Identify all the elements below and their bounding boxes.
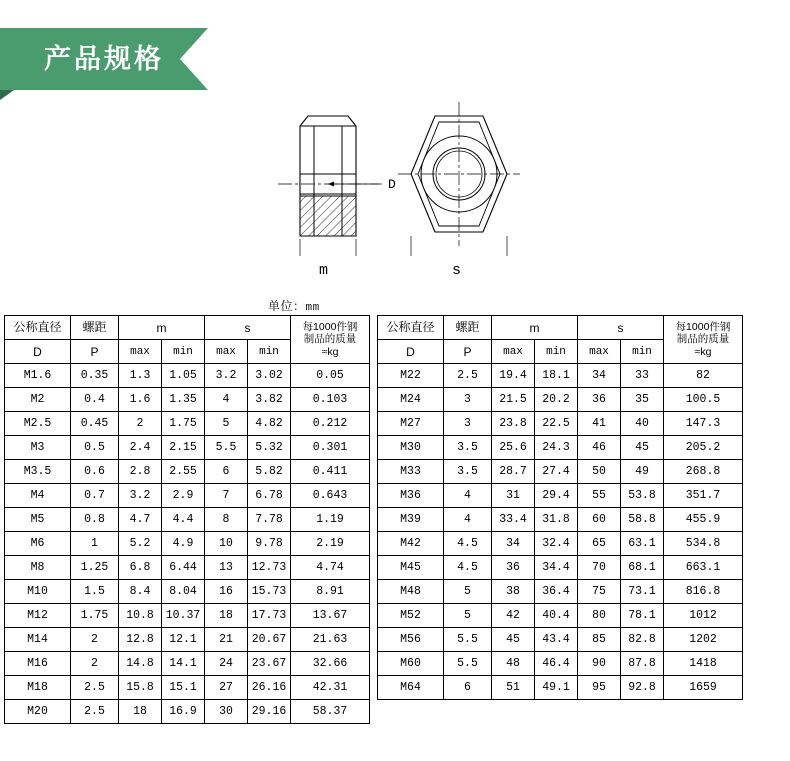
header-m-left: m: [119, 316, 205, 340]
cell-m-min: 1.05: [162, 364, 205, 388]
cell-m-max: 4.7: [119, 508, 162, 532]
cell-m-min: 31.8: [535, 508, 578, 532]
header-diameter-symbol-left: D: [5, 340, 71, 364]
header-diameter-symbol-right: D: [378, 340, 444, 364]
cell-diameter: M4: [5, 484, 71, 508]
cell-s-max: 41: [578, 412, 621, 436]
cell-mass: 58.37: [291, 700, 370, 724]
cell-m-max: 38: [492, 580, 535, 604]
cell-mass: 8.91: [291, 580, 370, 604]
cell-s-min: 53.8: [621, 484, 664, 508]
table-row: [5, 412, 370, 436]
cell-mass: 4.74: [291, 556, 370, 580]
cell-pitch: 3.5: [444, 436, 492, 460]
cell-s-min: 6.78: [248, 484, 291, 508]
cell-pitch: 2.5: [71, 676, 119, 700]
cell-s-min: 3.02: [248, 364, 291, 388]
cell-m-max: 5.2: [119, 532, 162, 556]
cell-s-min: 7.78: [248, 508, 291, 532]
cell-pitch: 3.5: [444, 460, 492, 484]
banner-arrow-shape: [180, 28, 208, 90]
cell-s-min: 73.1: [621, 580, 664, 604]
table-row: [5, 460, 370, 484]
cell-m-max: 31: [492, 484, 535, 508]
cell-diameter: M52: [378, 604, 444, 628]
cell-s-max: 8: [205, 508, 248, 532]
table-row: [378, 676, 743, 700]
dim-s-text: s: [452, 262, 462, 279]
cell-diameter: M6: [5, 532, 71, 556]
cell-mass: 0.103: [291, 388, 370, 412]
nut-drawing-svg: [270, 96, 540, 286]
cell-s-max: 50: [578, 460, 621, 484]
cell-s-max: 16: [205, 580, 248, 604]
cell-diameter: M36: [378, 484, 444, 508]
cell-diameter: M60: [378, 652, 444, 676]
cell-m-max: 2.4: [119, 436, 162, 460]
cell-s-min: 4.82: [248, 412, 291, 436]
table-row: [378, 652, 743, 676]
cell-s-min: 29.16: [248, 700, 291, 724]
cell-pitch: 0.7: [71, 484, 119, 508]
cell-m-min: 34.4: [535, 556, 578, 580]
cell-s-min: 5.82: [248, 460, 291, 484]
cell-mass: 534.8: [664, 532, 743, 556]
cell-m-max: 10.8: [119, 604, 162, 628]
table-row: [378, 484, 743, 508]
cell-s-min: 78.1: [621, 604, 664, 628]
cell-m-max: 45: [492, 628, 535, 652]
cell-s-min: 35: [621, 388, 664, 412]
cell-pitch: 1.25: [71, 556, 119, 580]
cell-s-min: 82.8: [621, 628, 664, 652]
cell-s-min: 40: [621, 412, 664, 436]
cell-pitch: 2: [71, 628, 119, 652]
cell-diameter: M45: [378, 556, 444, 580]
cell-s-max: 46: [578, 436, 621, 460]
cell-m-min: 22.5: [535, 412, 578, 436]
table-row: [5, 388, 370, 412]
cell-m-min: 6.44: [162, 556, 205, 580]
cell-m-max: 1.3: [119, 364, 162, 388]
header-s-min-right: min: [621, 340, 664, 364]
cell-m-min: 36.4: [535, 580, 578, 604]
unit-note-label: 单位：: [268, 299, 306, 313]
table-row: [378, 556, 743, 580]
cell-m-max: 42: [492, 604, 535, 628]
cell-s-max: 30: [205, 700, 248, 724]
cell-s-min: 26.16: [248, 676, 291, 700]
cell-diameter: M48: [378, 580, 444, 604]
cell-pitch: 0.4: [71, 388, 119, 412]
cell-s-max: 75: [578, 580, 621, 604]
header-mass-line3-left: ≈kg: [321, 345, 339, 358]
spec-table-left-body: [5, 364, 370, 724]
cell-m-max: 21.5: [492, 388, 535, 412]
header-s-min-left: min: [248, 340, 291, 364]
cell-m-max: 33.4: [492, 508, 535, 532]
cell-m-min: 1.75: [162, 412, 205, 436]
cell-s-max: 60: [578, 508, 621, 532]
cell-m-min: 27.4: [535, 460, 578, 484]
cell-m-max: 2: [119, 412, 162, 436]
cell-diameter: M10: [5, 580, 71, 604]
cell-m-min: 43.4: [535, 628, 578, 652]
table-row: [5, 364, 370, 388]
cell-diameter: M24: [378, 388, 444, 412]
cell-s-min: 49: [621, 460, 664, 484]
cell-m-min: 12.1: [162, 628, 205, 652]
header-m-min-left: min: [162, 340, 205, 364]
cell-m-max: 12.8: [119, 628, 162, 652]
header-mass-line1-left: 每1000件钢: [302, 320, 358, 333]
cell-pitch: 0.45: [71, 412, 119, 436]
cell-diameter: M30: [378, 436, 444, 460]
cell-m-max: 14.8: [119, 652, 162, 676]
header-m-min-right: min: [535, 340, 578, 364]
cell-pitch: 5: [444, 604, 492, 628]
cell-m-max: 15.8: [119, 676, 162, 700]
cell-pitch: 0.35: [71, 364, 119, 388]
cell-s-max: 10: [205, 532, 248, 556]
cell-s-max: 85: [578, 628, 621, 652]
unit-note-value: mm: [305, 302, 320, 314]
table-row: [5, 484, 370, 508]
cell-m-max: 3.2: [119, 484, 162, 508]
header-pitch-right: 螺距: [444, 316, 492, 340]
cell-m-min: 10.37: [162, 604, 205, 628]
cell-diameter: M42: [378, 532, 444, 556]
dim-m-text: m: [319, 262, 329, 279]
cell-diameter: M3.5: [5, 460, 71, 484]
page-header-banner: [0, 28, 225, 90]
cell-diameter: M22: [378, 364, 444, 388]
cell-s-max: 21: [205, 628, 248, 652]
cell-pitch: 5.5: [444, 652, 492, 676]
cell-pitch: 4.5: [444, 556, 492, 580]
table-row: [5, 436, 370, 460]
cell-diameter: M39: [378, 508, 444, 532]
header-mass-left: [291, 316, 370, 364]
table-row: [378, 508, 743, 532]
header-s-right: s: [578, 316, 664, 340]
cell-mass: 0.301: [291, 436, 370, 460]
cell-pitch: 3: [444, 388, 492, 412]
cell-m-min: 4.4: [162, 508, 205, 532]
cell-mass: 32.66: [291, 652, 370, 676]
cell-m-min: 46.4: [535, 652, 578, 676]
table-row: [378, 412, 743, 436]
cell-m-min: 2.55: [162, 460, 205, 484]
cell-diameter: M20: [5, 700, 71, 724]
spec-tables-container: [4, 315, 786, 724]
dim-d-text: D: [388, 177, 396, 192]
cell-pitch: 0.6: [71, 460, 119, 484]
cell-m-min: 29.4: [535, 484, 578, 508]
cell-mass: 21.63: [291, 628, 370, 652]
cell-s-max: 36: [578, 388, 621, 412]
cell-m-min: 2.15: [162, 436, 205, 460]
header-pitch-symbol-left: P: [71, 340, 119, 364]
spec-table-right-body: [378, 364, 743, 700]
table-row: [378, 532, 743, 556]
cell-pitch: 3: [444, 412, 492, 436]
table-row: [5, 580, 370, 604]
cell-mass: 1012: [664, 604, 743, 628]
cell-m-max: 6.8: [119, 556, 162, 580]
cell-s-max: 90: [578, 652, 621, 676]
cell-mass: 1.19: [291, 508, 370, 532]
spec-table-left: [4, 315, 370, 724]
cell-pitch: 4: [444, 508, 492, 532]
cell-pitch: 0.5: [71, 436, 119, 460]
cell-s-max: 70: [578, 556, 621, 580]
cell-s-max: 4: [205, 388, 248, 412]
cell-mass: 0.643: [291, 484, 370, 508]
cell-m-max: 23.8: [492, 412, 535, 436]
cell-m-max: 8.4: [119, 580, 162, 604]
cell-m-min: 18.1: [535, 364, 578, 388]
cell-mass: 205.2: [664, 436, 743, 460]
cell-m-min: 24.3: [535, 436, 578, 460]
cell-mass: 663.1: [664, 556, 743, 580]
cell-s-max: 34: [578, 364, 621, 388]
cell-m-min: 2.9: [162, 484, 205, 508]
table-row: [5, 652, 370, 676]
table-row: [378, 364, 743, 388]
cell-s-min: 33: [621, 364, 664, 388]
cell-pitch: 5: [444, 580, 492, 604]
table-row: [5, 532, 370, 556]
cell-s-min: 12.73: [248, 556, 291, 580]
cell-m-max: 34: [492, 532, 535, 556]
cell-pitch: 6: [444, 676, 492, 700]
cell-m-min: 14.1: [162, 652, 205, 676]
cell-s-min: 20.67: [248, 628, 291, 652]
cell-diameter: M27: [378, 412, 444, 436]
front-view: [278, 116, 396, 279]
cell-mass: 147.3: [664, 412, 743, 436]
cell-m-min: 1.35: [162, 388, 205, 412]
cell-s-min: 45: [621, 436, 664, 460]
cell-mass: 1418: [664, 652, 743, 676]
header-s-max-left: max: [205, 340, 248, 364]
cell-m-max: 2.8: [119, 460, 162, 484]
cell-mass: 2.19: [291, 532, 370, 556]
table-row: [378, 436, 743, 460]
table-row: [5, 508, 370, 532]
cell-mass: 42.31: [291, 676, 370, 700]
cell-diameter: M2: [5, 388, 71, 412]
table-row: [5, 628, 370, 652]
cell-s-max: 80: [578, 604, 621, 628]
cell-s-min: 15.73: [248, 580, 291, 604]
table-row: [5, 604, 370, 628]
cell-pitch: 2.5: [71, 700, 119, 724]
cell-pitch: 4: [444, 484, 492, 508]
header-mass-line2-right: 制品的质量: [676, 333, 730, 346]
cell-pitch: 0.8: [71, 508, 119, 532]
cell-mass: 0.411: [291, 460, 370, 484]
cell-m-max: 25.6: [492, 436, 535, 460]
table-row: [378, 388, 743, 412]
cell-diameter: M14: [5, 628, 71, 652]
unit-note: [268, 297, 320, 314]
header-s-max-right: max: [578, 340, 621, 364]
cell-diameter: M2.5: [5, 412, 71, 436]
cell-s-max: 13: [205, 556, 248, 580]
cell-pitch: 4.5: [444, 532, 492, 556]
cell-pitch: 2.5: [444, 364, 492, 388]
cell-s-min: 92.8: [621, 676, 664, 700]
table-row: [378, 460, 743, 484]
cell-diameter: M12: [5, 604, 71, 628]
table-row: [378, 580, 743, 604]
header-mass-line1-right: 每1000件钢: [675, 320, 731, 333]
table-row: [5, 700, 370, 724]
cell-s-min: 23.67: [248, 652, 291, 676]
cell-s-max: 3.2: [205, 364, 248, 388]
cell-m-min: 8.04: [162, 580, 205, 604]
header-mass-line2-left: 制品的质量: [303, 333, 357, 346]
cell-s-min: 63.1: [621, 532, 664, 556]
cell-diameter: M16: [5, 652, 71, 676]
cell-mass: 0.212: [291, 412, 370, 436]
cell-s-min: 3.82: [248, 388, 291, 412]
table-row: [5, 556, 370, 580]
table-row: [378, 604, 743, 628]
cell-m-max: 18: [119, 700, 162, 724]
header-pitch-symbol-right: P: [444, 340, 492, 364]
cell-mass: 1659: [664, 676, 743, 700]
top-view: [398, 102, 520, 279]
cell-mass: 0.05: [291, 364, 370, 388]
cell-m-max: 51: [492, 676, 535, 700]
nut-technical-drawing: [270, 96, 540, 286]
cell-m-max: 19.4: [492, 364, 535, 388]
cell-mass: 351.7: [664, 484, 743, 508]
cell-s-max: 5: [205, 412, 248, 436]
header-mass-right: [664, 316, 743, 364]
cell-mass: 100.5: [664, 388, 743, 412]
cell-s-max: 24: [205, 652, 248, 676]
banner-fold-shape: [0, 90, 14, 100]
cell-s-max: 6: [205, 460, 248, 484]
cell-diameter: M18: [5, 676, 71, 700]
cell-pitch: 2: [71, 652, 119, 676]
cell-pitch: 1.5: [71, 580, 119, 604]
cell-s-max: 5.5: [205, 436, 248, 460]
cell-s-min: 87.8: [621, 652, 664, 676]
header-m-max-right: max: [492, 340, 535, 364]
cell-s-max: 65: [578, 532, 621, 556]
cell-s-min: 58.8: [621, 508, 664, 532]
cell-s-min: 9.78: [248, 532, 291, 556]
table-row: [5, 676, 370, 700]
table-row: [378, 628, 743, 652]
cell-m-min: 16.9: [162, 700, 205, 724]
header-m-right: m: [492, 316, 578, 340]
header-pitch-left: 螺距: [71, 316, 119, 340]
cell-m-max: 28.7: [492, 460, 535, 484]
cell-m-min: 32.4: [535, 532, 578, 556]
cell-diameter: M33: [378, 460, 444, 484]
header-s-left: s: [205, 316, 291, 340]
cell-s-max: 27: [205, 676, 248, 700]
header-mass-line3-right: ≈kg: [694, 345, 712, 358]
cell-diameter: M3: [5, 436, 71, 460]
cell-pitch: 1: [71, 532, 119, 556]
spec-table-right: [377, 315, 743, 700]
header-diameter-left: 公称直径: [5, 316, 71, 340]
cell-s-max: 18: [205, 604, 248, 628]
cell-mass: 816.8: [664, 580, 743, 604]
cell-m-min: 20.2: [535, 388, 578, 412]
cell-diameter: M8: [5, 556, 71, 580]
cell-mass: 268.8: [664, 460, 743, 484]
header-m-max-left: max: [119, 340, 162, 364]
page-title: 产品规格: [44, 44, 164, 74]
header-diameter-right: 公称直径: [378, 316, 444, 340]
cell-m-max: 36: [492, 556, 535, 580]
cell-s-min: 68.1: [621, 556, 664, 580]
cell-diameter: M5: [5, 508, 71, 532]
cell-diameter: M56: [378, 628, 444, 652]
cell-mass: 82: [664, 364, 743, 388]
cell-diameter: M1.6: [5, 364, 71, 388]
cell-pitch: 5.5: [444, 628, 492, 652]
cell-s-max: 7: [205, 484, 248, 508]
cell-m-min: 15.1: [162, 676, 205, 700]
cell-m-min: 49.1: [535, 676, 578, 700]
cell-m-min: 4.9: [162, 532, 205, 556]
cell-s-min: 17.73: [248, 604, 291, 628]
cell-s-min: 5.32: [248, 436, 291, 460]
cell-mass: 455.9: [664, 508, 743, 532]
cell-pitch: 1.75: [71, 604, 119, 628]
cell-diameter: M64: [378, 676, 444, 700]
cell-s-max: 55: [578, 484, 621, 508]
cell-m-max: 48: [492, 652, 535, 676]
cell-s-max: 95: [578, 676, 621, 700]
cell-mass: 1202: [664, 628, 743, 652]
cell-mass: 13.67: [291, 604, 370, 628]
cell-m-max: 1.6: [119, 388, 162, 412]
cell-m-min: 40.4: [535, 604, 578, 628]
